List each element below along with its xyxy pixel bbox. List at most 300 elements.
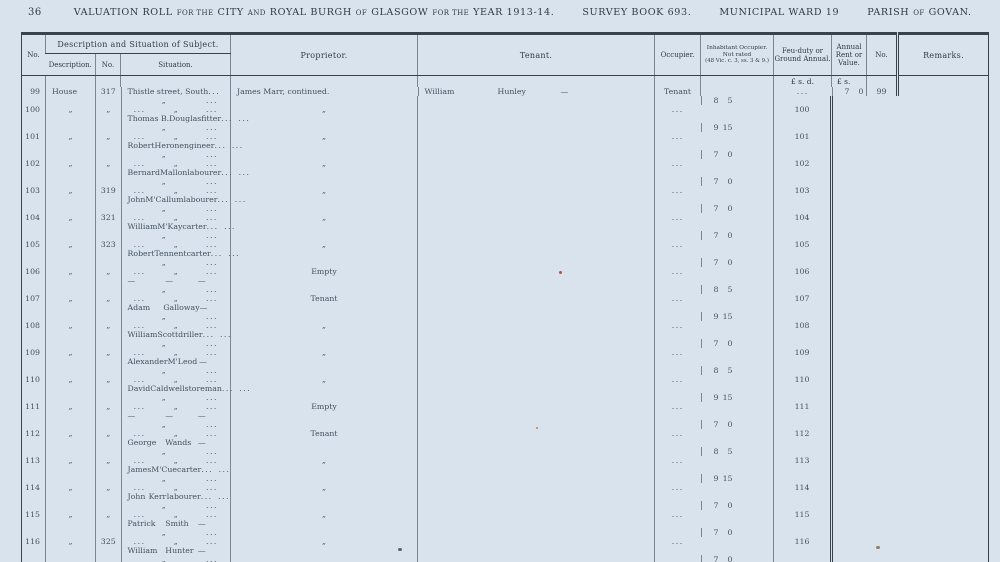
col-header-situation: Situation. (121, 54, 231, 76)
col-header-occupier: Occupier. (655, 34, 701, 76)
proprietor-cell (121, 402, 231, 411)
title-segment: CITY (217, 7, 244, 18)
leader-dots: ... (671, 131, 684, 141)
ditto-mark: „ (173, 293, 178, 303)
tenant-surname: Hunter (165, 545, 194, 555)
inhabitant-occupier-cell (418, 366, 655, 393)
ditto-mark: „ (173, 131, 178, 141)
situation-text: „ (161, 527, 166, 537)
leader-dots: ... (205, 401, 218, 411)
inhabitant-occupier-cell (418, 285, 655, 312)
table-row (22, 555, 989, 562)
leader-dots: ... (671, 455, 684, 465)
leader-dots: ... (671, 239, 684, 249)
annual-rent-cell (701, 528, 774, 537)
description-cell: „ (46, 150, 96, 177)
street-number-cell: 319 (96, 177, 121, 204)
table-row (22, 123, 989, 150)
row-number-right: 102 (774, 150, 832, 177)
feu-duty-cell (655, 150, 701, 177)
proprietor-cell (121, 240, 231, 249)
proprietor-cell (121, 429, 231, 438)
inhabitant-occupier-cell (418, 528, 655, 555)
leader-dots: ... (206, 257, 218, 267)
ditto-mark: „ (173, 347, 178, 357)
rent-shillings: 0 (727, 419, 733, 429)
rent-shillings: 15 (722, 122, 733, 132)
rent-pounds: 8 (713, 95, 719, 105)
leader-dots: ... (206, 122, 218, 132)
ditto-mark: „ (173, 509, 178, 519)
row-number-left: 109 (25, 347, 40, 357)
leader-dots: ... (208, 86, 221, 96)
tenant-forename: Patrick (127, 518, 156, 528)
rent-pounds: 7 (713, 230, 719, 240)
ink-speck (398, 548, 402, 551)
remarks-cell (832, 393, 867, 420)
situation-cell (121, 339, 231, 348)
ditto-mark: „ (173, 428, 178, 438)
row-number-left: 110 (25, 374, 40, 384)
table-row (22, 393, 989, 420)
occupier-cell: Tenant (231, 285, 418, 312)
leader-dots: ... (206, 203, 218, 213)
leader-dots: ... ... (206, 221, 236, 231)
row-number-left: 104 (25, 212, 40, 222)
tenant-surname: Kerr (148, 491, 167, 501)
row-number-right: 105 (774, 231, 832, 258)
leader-dots: ... (796, 86, 809, 96)
title-segment: OF (913, 9, 925, 17)
remarks-cell (832, 285, 867, 312)
table-row (22, 177, 989, 204)
occupier-cell: „ (231, 501, 418, 528)
title-segment: ROYAL BURGH (269, 7, 352, 18)
rent-pounds: 7 (713, 554, 719, 562)
situation-text: „ (161, 122, 166, 132)
ditto-mark: „ (173, 536, 178, 546)
leader-dots: ... (133, 185, 146, 195)
tenant-surname: Heron (154, 140, 180, 150)
street-number-cell: 323 (96, 231, 121, 258)
leader-dots: ... (206, 500, 218, 510)
valuation-table (21, 32, 989, 562)
row-number-left: 113 (25, 455, 40, 465)
situation-text: „ (161, 284, 166, 294)
ditto-mark: „ (173, 239, 178, 249)
remarks-cell (832, 123, 867, 150)
leader-dots: ... (133, 536, 146, 546)
leader-dots: ... ... (221, 113, 251, 123)
inhabitant-occupier-cell (418, 501, 655, 528)
situation-cell (121, 285, 231, 294)
row-number-right: 100 (774, 96, 832, 123)
remarks-cell (832, 420, 867, 447)
title-segment: YEAR 1913-14. (473, 7, 555, 18)
proprietor-cell (121, 186, 231, 195)
tenant-forename: Robert (127, 140, 155, 150)
proprietor-cell (121, 294, 231, 303)
tenant-cell (121, 546, 231, 555)
leader-dots: ... (206, 392, 218, 402)
tenant-occupation: carter (177, 464, 202, 474)
tenant-cell (121, 411, 231, 420)
row-number-left: 103 (25, 185, 40, 195)
remarks-cell (832, 555, 867, 562)
description-cell: „ (46, 366, 96, 393)
remarks-cell (832, 231, 867, 258)
leader-dots: ... (205, 428, 218, 438)
proprietor-cell (231, 87, 418, 96)
situation-cell (121, 150, 231, 159)
leader-dots: ... (671, 293, 684, 303)
tenant-surname: Caldwell (150, 383, 185, 393)
table-row (22, 420, 989, 447)
annual-rent-cell (701, 231, 774, 240)
row-number-right: 109 (774, 339, 832, 366)
situation-text: „ (161, 311, 166, 321)
description-cell: „ (46, 528, 96, 555)
ink-speck (559, 271, 562, 274)
row-number-left: 108 (25, 320, 40, 330)
ditto-mark: „ (173, 482, 178, 492)
annual-rent-cell (701, 366, 774, 375)
tenant-forename: — (127, 410, 136, 420)
row-number-left: 115 (25, 509, 40, 519)
table-header (22, 34, 989, 76)
proprietor-cell (121, 483, 231, 492)
street-number-cell: 325 (96, 528, 121, 555)
tenant-forename: Robert (127, 248, 155, 258)
row-number-left: 114 (25, 482, 40, 492)
remarks-cell (832, 447, 867, 474)
proprietor-cell (121, 375, 231, 384)
feu-duty-cell (655, 555, 701, 562)
leader-dots: ... ... (221, 383, 252, 393)
situation-text: „ (161, 500, 166, 510)
feu-duty-cell (655, 420, 701, 447)
rent-shillings: 0 (727, 500, 733, 510)
row-number-right: 107 (774, 285, 832, 312)
occupier-cell: Tenant (231, 420, 418, 447)
situation-text: „ (161, 365, 166, 375)
leader-dots: ... (671, 536, 684, 546)
rent-shillings: 0 (727, 203, 733, 213)
occupier-cell: „ (231, 96, 418, 123)
tenant-forename: Thomas B. (127, 113, 170, 123)
situation-text: Thistle street, South (127, 86, 209, 96)
tenant-occupation: — (199, 302, 208, 312)
tenant-surname: Galloway (163, 302, 200, 312)
description-cell: House (46, 87, 96, 96)
row-number-left: 102 (25, 158, 40, 168)
remarks-cell (832, 204, 867, 231)
leader-dots: ... ... (217, 194, 247, 204)
feu-duty-cell (655, 339, 701, 366)
description-cell: „ (46, 231, 96, 258)
inhabitant-occupier-cell (418, 312, 655, 339)
leader-dots: ... (205, 104, 218, 114)
leader-dots: ... (206, 419, 218, 429)
street-number-cell: „ (96, 501, 121, 528)
table-row (22, 501, 989, 528)
table-row (22, 204, 989, 231)
tenant-forename: George (127, 437, 157, 447)
annual-rent-cell (701, 285, 774, 294)
situation-text: „ (161, 419, 166, 429)
rent-pounds: 7 (713, 338, 719, 348)
title-segment: FOR THE (176, 9, 214, 17)
situation-text: „ (161, 473, 166, 483)
tenant-forename: John (127, 491, 146, 501)
annual-rent-cell (701, 501, 774, 510)
table-row (22, 96, 989, 123)
currency-units-row (22, 76, 989, 87)
annual-rent-cell (701, 447, 774, 456)
rent-pounds: 9 (713, 311, 719, 321)
title-segment: FOR THE (432, 9, 470, 17)
table-row (22, 528, 989, 555)
tenant-surname: Douglas (169, 113, 202, 123)
occupier-cell: Empty (231, 258, 418, 285)
tenant-cell (121, 276, 231, 285)
situation-cell (121, 312, 231, 321)
tenant-surname: Smith (165, 518, 189, 528)
title-segment: MUNICIPAL WARD 19 (719, 7, 840, 18)
situation-text: „ (161, 446, 166, 456)
leader-dots: ... (205, 536, 218, 546)
feu-duty-cell (655, 393, 701, 420)
leader-dots: ... (206, 473, 218, 483)
situation-text: „ (161, 203, 166, 213)
row-number-right: 108 (774, 312, 832, 339)
situation-cell (121, 231, 231, 240)
row-number-right: 116 (774, 528, 832, 555)
rent-pounds: 7 (713, 257, 719, 267)
inhabitant-occupier-cell (418, 204, 655, 231)
street-number-cell: „ (96, 339, 121, 366)
tenant-cell (121, 383, 252, 393)
feu-duty-cell (655, 528, 701, 555)
tenant-cell (121, 248, 241, 258)
col-header-annual-rent: Annual Rent or Value. (832, 34, 867, 76)
leader-dots: ... (205, 131, 218, 141)
row-number-left: 106 (25, 266, 40, 276)
tenant-forename: Adam (127, 302, 151, 312)
leader-dots: ... ... (221, 167, 251, 177)
row-number-left: 100 (25, 104, 40, 114)
situation-cell (121, 123, 231, 132)
tenant-cell (121, 519, 231, 528)
occupier-cell: Empty (231, 393, 418, 420)
leader-dots: ... (205, 158, 218, 168)
annual-rent-cell (832, 87, 867, 96)
tenant-forename: Bernard (127, 167, 160, 177)
situation-text: „ (161, 176, 166, 186)
feu-duty-cell (655, 258, 701, 285)
occupier-cell: „ (231, 123, 418, 150)
tenant-occupation: driller (178, 329, 203, 339)
col-header-feu-duty: Feu-duty or Ground Annual. (774, 34, 832, 76)
annual-rent-cell (701, 555, 774, 562)
situation-text: „ (161, 149, 166, 159)
leader-dots: ... (205, 266, 218, 276)
leader-dots: ... (133, 347, 146, 357)
leader-dots: ... (205, 239, 218, 249)
ditto-mark: „ (173, 104, 178, 114)
situation-cell (121, 555, 231, 562)
situation-cell (121, 501, 231, 510)
row-number-right: 113 (774, 447, 832, 474)
remarks-cell (832, 339, 867, 366)
leader-dots: ... (133, 455, 146, 465)
col-header-tenant: Tenant. (418, 34, 655, 76)
col-header-inhabitant-occupier (701, 34, 774, 76)
leader-dots: ... ... (200, 491, 230, 501)
inhabitant-line1: Inhabitant Occupier. (706, 45, 768, 52)
page-header (28, 7, 990, 18)
tenant-occupation: — (197, 275, 206, 285)
leader-dots: ... (671, 509, 684, 519)
row-number-left: 107 (25, 293, 40, 303)
tenant-occupation: — (197, 437, 206, 447)
col-header-no-left: No. (22, 34, 46, 76)
feu-duty-cell (655, 447, 701, 474)
inhabitant-line3: (48 Vic. c. 3, ss. 3 & 9.) (705, 58, 769, 65)
leader-dots: ... (671, 185, 684, 195)
leader-dots: ... (133, 131, 146, 141)
street-number-cell: „ (96, 123, 121, 150)
rent-shillings: 5 (727, 365, 733, 375)
rent-shillings: 0 (727, 338, 733, 348)
tenant-occupation: labourer (166, 491, 201, 501)
rent-pounds: 8 (713, 284, 719, 294)
inhabitant-occupier-cell (418, 447, 655, 474)
tenant-occupation: carter (182, 221, 207, 231)
proprietor-cell (121, 105, 231, 114)
leader-dots: ... (206, 230, 218, 240)
tenant-cell (121, 357, 231, 366)
row-number-right: 114 (774, 474, 832, 501)
leader-dots: ... (133, 212, 146, 222)
feu-duty-cell (655, 177, 701, 204)
row-number-right: 103 (774, 177, 832, 204)
tenant-occupation: storeman (184, 383, 222, 393)
leader-dots: ... (671, 401, 684, 411)
annual-rent-cell (701, 204, 774, 213)
occupier-cell: „ (231, 474, 418, 501)
leader-dots: ... ... (202, 329, 232, 339)
description-cell: „ (46, 312, 96, 339)
tenant-forename: Alexander (127, 356, 168, 366)
street-number-cell (96, 555, 121, 562)
rent-shillings: 5 (727, 95, 733, 105)
proprietor-cell (121, 510, 231, 519)
table-row (22, 285, 989, 312)
leader-dots: ... (205, 482, 218, 492)
row-number-right (774, 555, 832, 562)
street-number-cell: „ (96, 285, 121, 312)
tenant-occupation: — (560, 86, 569, 96)
table-body (22, 76, 989, 562)
tenant-cell (121, 330, 231, 339)
proprietor-text: James Marr, continued. (237, 86, 330, 96)
annual-rent-cell (701, 96, 774, 105)
leader-dots: ... (133, 428, 146, 438)
tenant-occupation: carter (186, 248, 211, 258)
tenant-occupation: labourer (183, 194, 218, 204)
description-cell: „ (46, 501, 96, 528)
row-number-right: 104 (774, 204, 832, 231)
tenant-occupation: — (197, 545, 206, 555)
rent-pounds: 7 (844, 86, 850, 96)
occupier-cell: „ (231, 150, 418, 177)
feu-duty-cell (774, 87, 832, 96)
street-number-cell: „ (96, 366, 121, 393)
leader-dots: ... (671, 158, 684, 168)
leader-dots: ... (205, 320, 218, 330)
tenant-surname: Scott (157, 329, 179, 339)
col-header-street-no: No. (96, 54, 121, 76)
annual-rent-units: £ s. (837, 76, 851, 86)
occupier-cell (231, 555, 418, 562)
row-number-left: 101 (25, 131, 40, 141)
occupier-cell: Tenant (655, 87, 701, 96)
description-cell: „ (46, 339, 96, 366)
remarks-cell (832, 366, 867, 393)
annual-rent-cell (701, 420, 774, 429)
row-number-right: 112 (774, 420, 832, 447)
tenant-surname: Hunley (497, 86, 526, 96)
remarks-cell (832, 474, 867, 501)
street-number-cell: 321 (96, 204, 121, 231)
remarks-cell (832, 150, 867, 177)
ditto-mark: „ (173, 455, 178, 465)
row-number-right: 110 (774, 366, 832, 393)
tenant-cell (121, 492, 231, 501)
table-row (22, 258, 989, 285)
inhabitant-occupier-cell (418, 393, 655, 420)
leader-dots: ... (133, 320, 146, 330)
leader-dots: ... (671, 428, 684, 438)
street-number-cell: „ (96, 447, 121, 474)
leader-dots: ... ... (214, 140, 244, 150)
remarks-cell (832, 501, 867, 528)
tenant-occupation: — (197, 410, 206, 420)
page-title (74, 7, 1000, 18)
leader-dots: ... (206, 446, 218, 456)
situation-text: „ (161, 257, 166, 267)
annual-rent-cell (701, 312, 774, 321)
feu-duty-cell (655, 96, 701, 123)
occupier-cell: „ (231, 312, 418, 339)
table-row (22, 366, 989, 393)
street-number-cell: „ (96, 150, 121, 177)
situation-cell (121, 420, 231, 429)
remarks-cell (832, 96, 867, 123)
rent-pounds: 7 (713, 176, 719, 186)
occupier-cell: „ (231, 339, 418, 366)
situation-cell (121, 528, 231, 537)
tenant-forename: James (127, 464, 152, 474)
tenant-forename: William (127, 221, 158, 231)
inhabitant-occupier-cell (418, 177, 655, 204)
feu-duty-cell (655, 312, 701, 339)
ditto-mark: „ (173, 212, 178, 222)
situation-cell (121, 366, 231, 375)
proprietor-cell (121, 321, 231, 330)
feu-duty-cell (655, 366, 701, 393)
